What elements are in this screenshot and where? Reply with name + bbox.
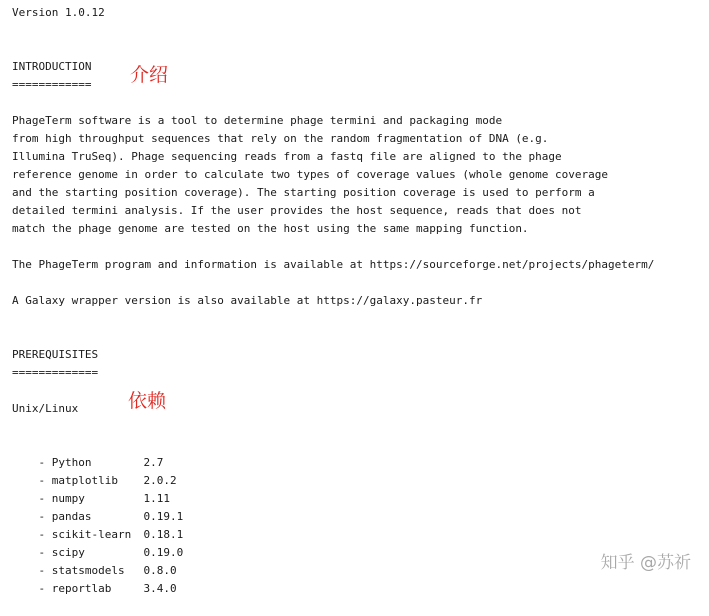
package-version: 0.8.0 — [143, 564, 177, 577]
platform-line: Unix/Linux — [12, 402, 79, 415]
intro-paragraph-line: PhageTerm software is a tool to determine phage termini and packaging mode — [12, 114, 503, 127]
package-row — [12, 490, 184, 523]
intro-annotation: 介绍 — [130, 64, 169, 86]
version-line: Version 1.0.12 — [12, 6, 105, 19]
package-name: - scikit-learn — [38, 528, 132, 541]
package-name: - matplotlib — [38, 474, 118, 487]
package-name: - numpy — [38, 492, 85, 505]
program-info-line: The PhageTerm program and information is available at https://sourceforge.net/projects/phageterm/ — [12, 258, 655, 271]
package-version: 0.19.0 — [143, 546, 184, 559]
package-name: - pandas — [38, 510, 92, 523]
package-row — [12, 472, 170, 505]
intro-heading: INTRODUCTION — [12, 60, 92, 73]
intro-paragraph-line: reference genome in order to calculate two types of coverage values (whole genome coverage — [12, 168, 609, 181]
package-version: 0.19.1 — [143, 510, 184, 523]
package-row — [12, 526, 184, 559]
intro-paragraph-line: and the starting position coverage). The starting position coverage is used to perform a — [12, 186, 595, 199]
package-version: 3.4.0 — [143, 582, 177, 595]
prereq-annotation: 依赖 — [128, 390, 167, 412]
package-name: - scipy — [38, 546, 85, 559]
package-row — [12, 436, 164, 469]
package-version: 1.11 — [143, 492, 170, 505]
package-name: - reportlab — [38, 582, 112, 595]
watermark: 知乎 @苏祈 — [600, 553, 691, 573]
prereq-underline: ============= — [12, 366, 99, 379]
package-version: 0.18.1 — [143, 528, 184, 541]
package-name: - statsmodels — [38, 564, 125, 577]
package-row — [12, 562, 177, 595]
galaxy-info-line: A Galaxy wrapper version is also available at https://galaxy.pasteur.fr — [12, 294, 483, 307]
package-version: 2.7 — [143, 456, 164, 469]
package-row — [12, 454, 177, 487]
package-row — [12, 508, 184, 541]
package-version: 2.0.2 — [143, 474, 177, 487]
intro-paragraph-line: detailed termini analysis. If the user provides the host sequence, reads that does not — [12, 204, 582, 217]
intro-underline: ============ — [12, 78, 92, 91]
package-row — [12, 544, 177, 577]
prereq-heading: PREREQUISITES — [12, 348, 99, 361]
intro-paragraph-line: from high throughput sequences that rely on the random fragmentation of DNA (e.g. — [12, 132, 549, 145]
intro-paragraph-line: Illumina TruSeq). Phage sequencing reads from a fastq file are aligned to the phage — [12, 150, 562, 163]
intro-paragraph-line: match the phage genome are tested on the host using the same mapping function. — [12, 222, 529, 235]
package-name: - Python — [38, 456, 92, 469]
